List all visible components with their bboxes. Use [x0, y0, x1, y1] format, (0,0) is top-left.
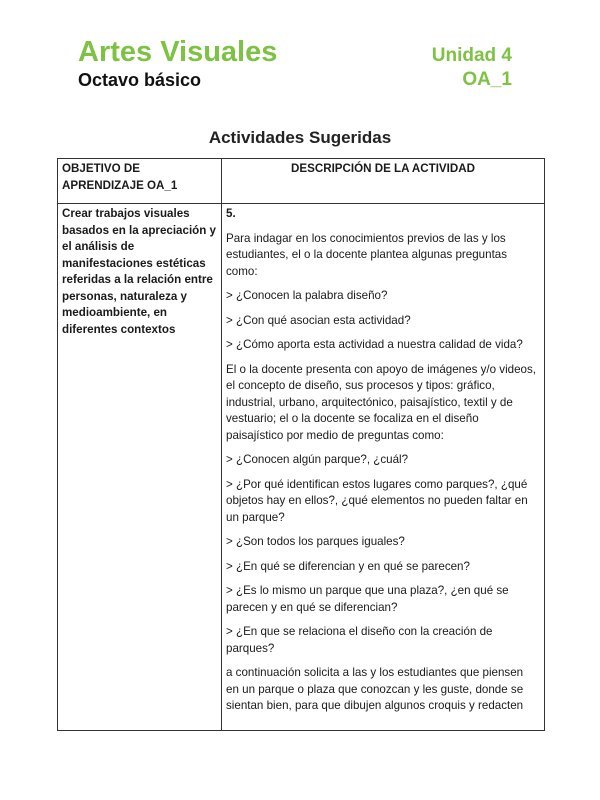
- description-paragraph: > ¿En que se relaciona el diseño con la creación de parques?: [226, 625, 493, 655]
- activities-table: [57, 158, 545, 731]
- section-title: Actividades Sugeridas: [208, 128, 392, 147]
- description-paragraph: > ¿Conocen algún parque?, ¿cuál?: [226, 453, 409, 466]
- description-paragraph: > ¿Por qué identifican estos lugares como parques?, ¿qué objetos hay en ellos?, ¿qué elementos no pueden faltar en un parque?: [226, 477, 528, 524]
- description-paragraph: > ¿Son todos los parques iguales?: [226, 535, 405, 548]
- table-header-row: [58, 159, 545, 204]
- description-paragraph: > ¿Con qué asocian esta actividad?: [226, 313, 411, 327]
- table-row: [58, 204, 545, 731]
- description-paragraph: Para indagar en los conocimientos previos de las y los estudiantes, el o la docente plantea algunas preguntas como:: [226, 231, 508, 278]
- document-title: Artes Visuales: [78, 36, 278, 68]
- description-paragraph: > ¿Cómo aporta esta actividad a nuestra calidad de vida?: [226, 338, 523, 351]
- objective-column-header: OBJETIVO DE APRENDIZAJE OA_1: [58, 159, 222, 204]
- document-header-right: [432, 44, 512, 92]
- document-subtitle: Octavo básico: [78, 70, 202, 90]
- oa-label: OA_1: [462, 69, 512, 90]
- description-paragraph: El o la docente presenta con apoyo de imágenes y/o videos, el concepto de diseño, sus procesos y tipos: gráfico, industrial, urbano, arquitectónico, paisajístico, textil y de vestuario; el o la docente se focaliza en el diseño paisajístico por medio de preguntas como:: [226, 362, 537, 442]
- objective-cell: Crear trabajos visuales basados en la apreciación y el análisis de manifestaciones estéticas referidas a la relación entre personas, naturaleza y medioambiente, en diferentes contextos: [58, 204, 222, 731]
- description-paragraph: > ¿Es lo mismo un parque que una plaza?, ¿en qué se parecen y en qué se diferencian?: [226, 584, 509, 614]
- activity-number: 5.: [226, 207, 236, 220]
- description-paragraph: > ¿Conocen la palabra diseño?: [226, 289, 388, 302]
- description-paragraph: > ¿En qué se diferencian y en qué se parecen?: [226, 559, 470, 573]
- description-cell: [222, 204, 545, 731]
- description-paragraph: a continuación solicita a las y los estudiantes que piensen en un parque o plaza que conozcan y les guste, donde se sientan bien, para que dibujen algunos croquis y redacten: [226, 666, 524, 712]
- unit-label: Unidad 4: [431, 45, 512, 66]
- document-header-left: [78, 36, 277, 92]
- description-column-header: DESCRIPCIÓN DE LA ACTIVIDAD: [222, 159, 545, 204]
- description-content: [226, 206, 540, 726]
